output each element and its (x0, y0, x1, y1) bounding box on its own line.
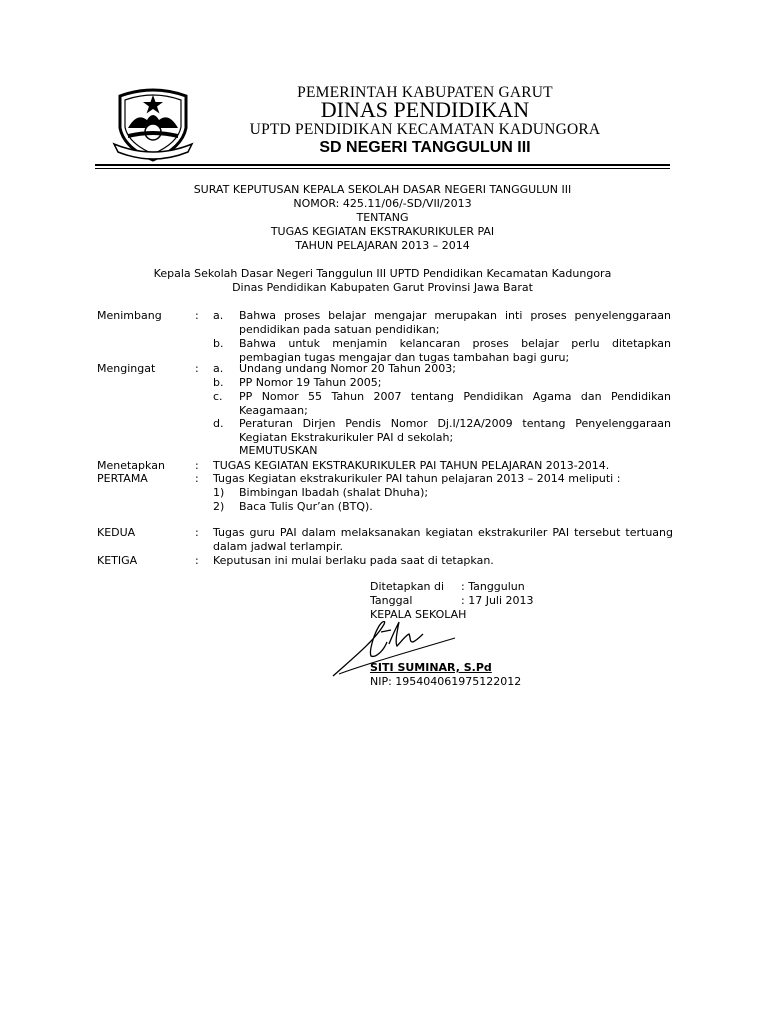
decree-about: TENTANG (356, 211, 409, 224)
pertama-item-2: Baca Tulis Qur’an (BTQ). (239, 500, 373, 513)
menimbang-item-a: Bahwa proses belajar mengajar merupakan inti proses penyelenggaraan pendidikan pada satuan pendidikan; (239, 309, 671, 336)
section-label-pertama: PERTAMA (97, 472, 148, 485)
menimbang-item-b: Bahwa untuk menjamin kelancaran proses belajar perlu ditetapkan pembagian tugas mengajar dan tugas tambahan bagi guru; (239, 337, 671, 364)
signer-name: SITI SUMINAR, S.Pd (370, 661, 492, 674)
list-marker: d. (213, 417, 224, 430)
section-colon: : (195, 472, 199, 485)
section-label-menimbang: Menimbang (97, 309, 162, 322)
list-marker: a. (213, 362, 224, 375)
section-label-menetapkan: Menetapkan (97, 459, 165, 472)
section-colon: : (195, 309, 199, 322)
list-marker: b. (213, 376, 224, 389)
date-value: : 17 Juli 2013 (461, 594, 534, 607)
section-label-ketiga: KETIGA (97, 554, 138, 567)
intro-line-1: Kepala Sekolah Dasar Negeri Tanggulun III UPTD Pendidikan Kecamatan Kadungora (153, 267, 612, 280)
letterhead-divider-thin (95, 168, 670, 169)
section-colon: : (195, 554, 199, 567)
mengingat-item-c: PP Nomor 55 Tahun 2007 tentang Pendidikan Agama dan Pendidikan Keagamaan; (239, 390, 671, 417)
garut-regency-emblem (112, 82, 194, 164)
date-label: Tanggal (370, 594, 413, 607)
letterhead-government: PEMERINTAH KABUPATEN GARUT (297, 84, 553, 101)
pertama-text: Tugas Kegiatan ekstrakurikuler PAI tahun pelajaran 2013 – 2014 meliputi : (213, 472, 621, 485)
memutuskan-heading: MEMUTUSKAN (239, 444, 318, 457)
section-colon: : (195, 362, 199, 375)
section-label-mengingat: Mengingat (97, 362, 156, 375)
decree-subject: TUGAS KEGIATAN EKSTRAKURIKULER PAI (270, 225, 495, 238)
intro-line-2: Dinas Pendidikan Kabupaten Garut Provinsi Jawa Barat (232, 281, 533, 294)
letterhead-divider-thick (95, 164, 670, 166)
ketiga-text: Keputusan ini mulai berlaku pada saat di tetapkan. (213, 554, 494, 567)
letterhead-agency: DINAS PENDIDIKAN (320, 97, 530, 122)
section-label-kedua: KEDUA (97, 526, 136, 539)
section-colon: : (195, 526, 199, 539)
decree-title-block (95, 183, 670, 253)
decree-title: SURAT KEPUTUSAN KEPALA SEKOLAH DASAR NEGERI TANGGULUN III (193, 183, 572, 196)
letterhead-school: SD NEGERI TANGGULUN III (319, 139, 531, 156)
mengingat-item-d: Peraturan Dirjen Pendis Nomor Dj.I/12A/2009 tentang Penyelenggaraan Kegiatan Ekstrakurikuler PAI d sekolah; (239, 417, 671, 444)
list-marker: 1) (213, 486, 225, 499)
decree-academic-year: TAHUN PELAJARAN 2013 – 2014 (295, 239, 470, 252)
pertama-item-1: Bimbingan Ibadah (shalat Dhuha); (239, 486, 429, 499)
signer-position: KEPALA SEKOLAH (370, 608, 467, 621)
menetapkan-text: TUGAS KEGIATAN EKSTRAKURIKULER PAI TAHUN PELAJARAN 2013-2014. (213, 459, 610, 472)
signer-nip: NIP: 195404061975122012 (370, 675, 522, 688)
section-colon: : (195, 459, 199, 472)
decree-intro (95, 267, 670, 295)
decree-number: NOMOR: 425.11/06/-SD/VII/2013 (293, 197, 472, 210)
list-marker: a. (213, 309, 224, 322)
list-marker: c. (213, 390, 223, 403)
place-label: Ditetapkan di (370, 580, 445, 593)
mengingat-item-b: PP Nomor 19 Tahun 2005; (239, 376, 382, 389)
mengingat-item-a: Undang undang Nomor 20 Tahun 2003; (239, 362, 456, 375)
kedua-text: Tugas guru PAI dalam melaksanakan kegiatan ekstrakuriler PAI tersebut tertuang dalam jadwal terlampir. (213, 526, 673, 553)
letterhead-unit: UPTD PENDIDIKAN KECAMATAN KADUNGORA (249, 121, 601, 138)
list-marker: 2) (213, 500, 225, 513)
list-marker: b. (213, 337, 224, 350)
place-value: : Tanggulun (461, 580, 525, 593)
